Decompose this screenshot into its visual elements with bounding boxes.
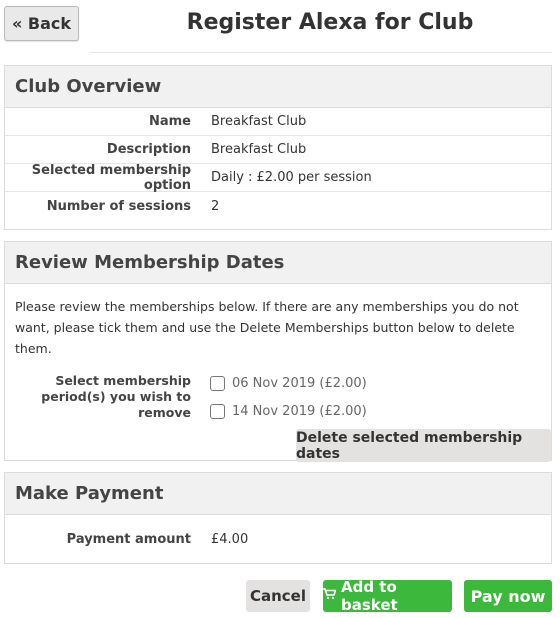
overview-row-name [5, 108, 551, 136]
date-option-label: 06 Nov 2019 (£2.00) [232, 375, 367, 391]
overview-row-membership-option [5, 164, 551, 192]
payment-amount-row [5, 515, 551, 563]
date-option[interactable] [210, 401, 367, 421]
date-option[interactable] [210, 373, 367, 393]
date-checkbox[interactable] [210, 404, 225, 419]
back-button[interactable]: « Back [4, 6, 79, 41]
overview-label: Name [148, 114, 191, 129]
page-header [0, 0, 560, 54]
review-instructions: Please review the memberships below. If there are any memberships you do not want, please tick them and use the Delete Memberships button below to delete them. [15, 299, 519, 356]
cancel-button[interactable]: Cancel [246, 580, 310, 612]
payment-heading: Make Payment [5, 473, 551, 515]
overview-value: Breakfast Club [211, 142, 307, 157]
overview-value: 2 [211, 198, 220, 214]
club-overview-panel [4, 65, 552, 230]
overview-label: Description [106, 142, 191, 157]
date-checkbox[interactable] [210, 376, 225, 391]
page-title: Register Alexa for Club [186, 10, 474, 35]
overview-details [5, 108, 551, 220]
cart-icon [323, 588, 336, 604]
header-divider [90, 52, 552, 53]
action-bar [0, 580, 560, 613]
overview-value: Breakfast Club [211, 114, 307, 129]
club-overview-heading: Club Overview [5, 66, 551, 108]
date-option-label: 14 Nov 2019 (£2.00) [232, 403, 367, 419]
delete-dates-button[interactable]: Delete selected membership dates [296, 429, 551, 462]
payment-amount-label: Payment amount [66, 531, 191, 547]
add-to-basket-button[interactable] [323, 580, 452, 612]
pay-now-button[interactable]: Pay now [464, 580, 552, 612]
period-selection [5, 359, 551, 462]
payment-panel [4, 472, 552, 564]
payment-amount-value: £4.00 [211, 531, 249, 547]
overview-label: Selected membership option [31, 162, 191, 193]
overview-label: Number of sessions [46, 198, 191, 214]
period-label: Select membership period(s) you wish to remove [41, 373, 191, 420]
overview-value: Daily : £2.00 per session [211, 170, 372, 185]
add-to-basket-label: Add to basket [341, 578, 398, 614]
overview-row-sessions [5, 192, 551, 220]
overview-row-description [5, 136, 551, 164]
review-dates-heading: Review Membership Dates [5, 242, 551, 284]
review-dates-panel [4, 241, 552, 461]
